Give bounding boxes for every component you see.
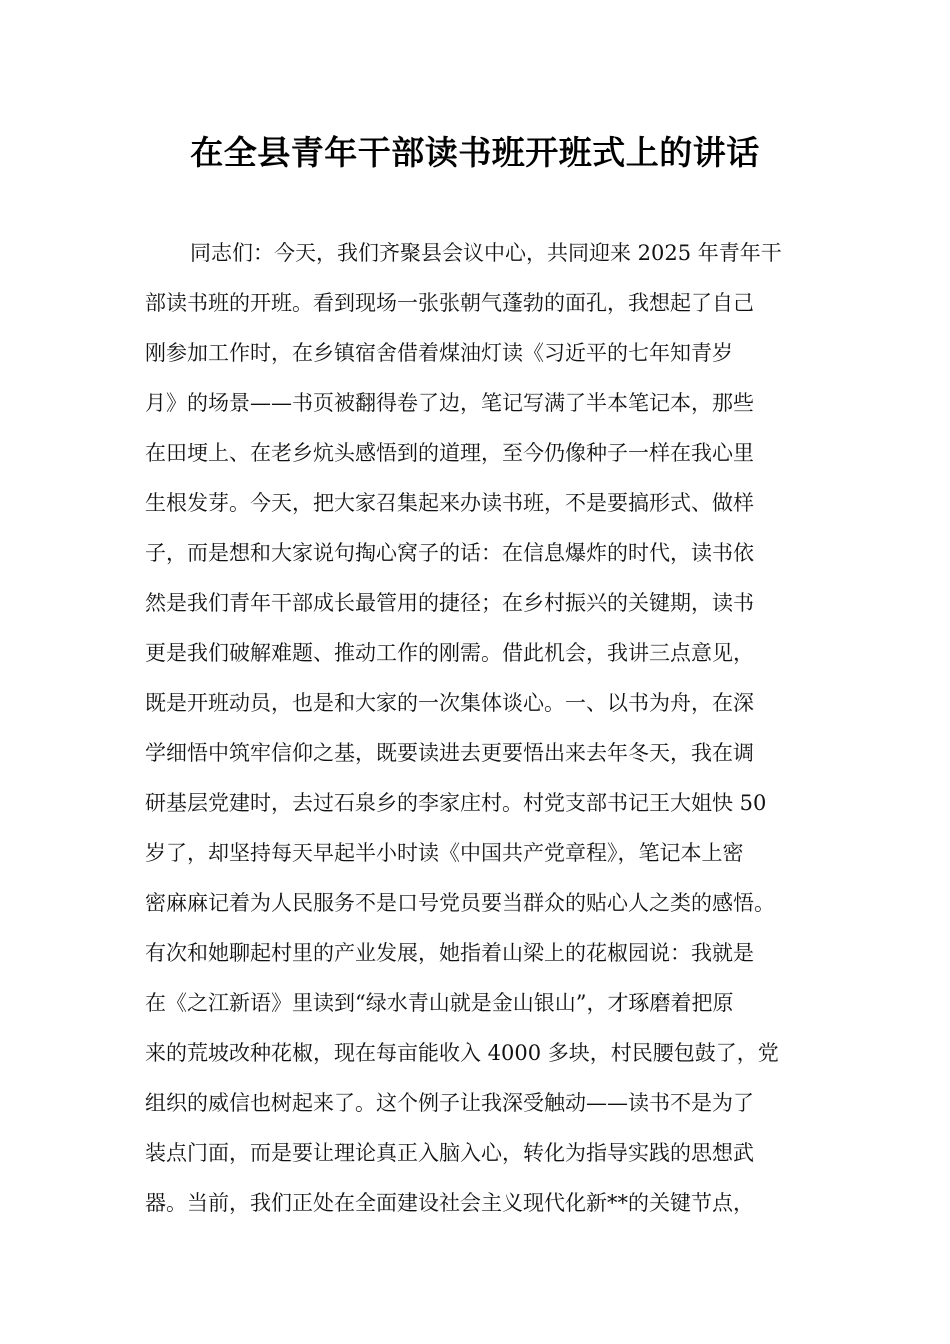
paragraph-line: 有次和她聊起村里的产业发展，她指着山梁上的花椒园说：我就是: [145, 941, 754, 965]
paragraph-line: 更是我们破解难题、推动工作的刚需。借此机会，我讲三点意见，: [145, 641, 754, 665]
paragraph-line: 生根发芽。今天，把大家召集起来办读书班，不是要搞形式、做样: [145, 491, 754, 515]
document-title: 在全县青年干部读书班开班式上的讲话: [190, 133, 760, 172]
paragraph-line: 装点门面，而是要让理论真正入脑入心，转化为指导实践的思想武: [145, 1141, 754, 1165]
paragraph-line: 同志们：今天，我们齐聚县会议中心，共同迎来 2025 年青年干: [190, 241, 782, 265]
paragraph-line: 器。当前，我们正处在全面建设社会主义现代化新**的关键节点，: [145, 1191, 754, 1215]
paragraph-line: 学细悟中筑牢信仰之基，既要读进去更要悟出来去年冬天，我在调: [145, 741, 754, 765]
paragraph-line: 在《之江新语》里读到“绿水青山就是金山银山”，才琢磨着把原: [145, 991, 734, 1015]
paragraph-line: 刚参加工作时，在乡镇宿舍借着煤油灯读《习近平的七年知青岁: [145, 341, 733, 365]
paragraph-line: 密麻麻记着为人民服务不是口号党员要当群众的贴心人之类的感悟。: [145, 891, 775, 915]
paragraph-line: 在田埂上、在老乡炕头感悟到的道理，至今仍像种子一样在我心里: [145, 441, 754, 465]
paragraph-line: 子，而是想和大家说句掏心窝子的话：在信息爆炸的时代，读书依: [145, 541, 754, 565]
paragraph-line: 部读书班的开班。看到现场一张张朝气蓬勃的面孔，我想起了自己: [145, 291, 754, 315]
paragraph-line: 来的荒坡改种花椒，现在每亩能收入 4000 多块，村民腰包鼓了，党: [145, 1041, 779, 1065]
paragraph-line: 研基层党建时，去过石泉乡的李家庄村。村党支部书记王大姐快 50: [145, 791, 767, 815]
paragraph-line: 月》的场景——书页被翻得卷了边，笔记写满了半本笔记本，那些: [145, 391, 754, 415]
paragraph-line: 既是开班动员，也是和大家的一次集体谈心。一、以书为舟，在深: [145, 691, 754, 715]
document-body: [145, 228, 817, 1228]
paragraph-line: 然是我们青年干部成长最管用的捷径；在乡村振兴的关键期，读书: [145, 591, 754, 615]
paragraph-line: 岁了，却坚持每天早起半小时读《中国共产党章程》，笔记本上密: [145, 841, 744, 865]
paragraph-line: 组织的威信也树起来了。这个例子让我深受触动——读书不是为了: [145, 1091, 754, 1115]
